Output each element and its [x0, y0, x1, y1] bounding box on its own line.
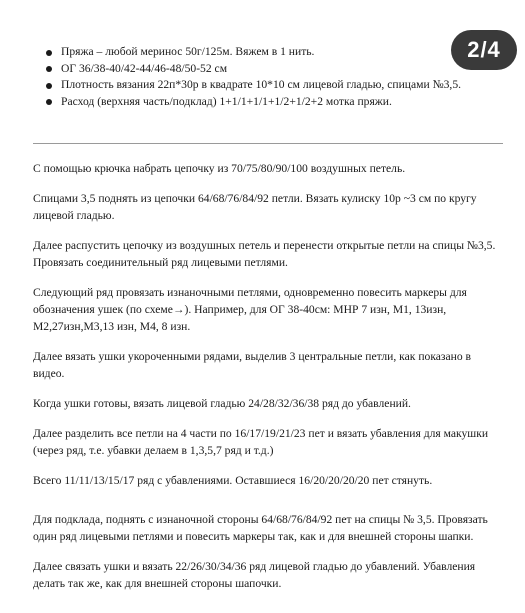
- spec-text: Пряжа – любой меринос 50г/125м. Вяжем в 1 нить.: [61, 45, 315, 58]
- bullet-icon: [46, 66, 52, 72]
- instruction-paragraph: Далее распустить цепочку из воздушных петель и перенести открытые петли на спицы №3,5. Провязать соединительный ряд лицевыми петлями.: [33, 239, 496, 269]
- spec-item-consumption: [40, 94, 500, 111]
- spec-text: Расход (верхняя часть/подклад) 1+1/1+1/1+1/2+1/2+2 мотка пряжи.: [61, 94, 392, 108]
- spec-item-yarn: [40, 44, 500, 61]
- instruction-paragraph: С помощью крючка набрать цепочку из 70/75/80/90/100 воздушных петель.: [33, 162, 406, 175]
- instruction-paragraph: Когда ушки готовы, вязать лицевой гладью 24/28/32/36/38 ряд до убавлений.: [33, 397, 411, 410]
- lining-paragraph: Для подклада, поднять с изнаночной стороны 64/68/76/84/92 пет на спицы № 3,5. Провязать один ряд лицевыми петлями и повесить маркеры так, как и для внешней стороны шапки.: [33, 513, 488, 543]
- instruction-paragraph: Спицами 3,5 поднять из цепочки 64/68/76/84/92 петли. Вязать кулиску 10р ~3 см по кругу лицевой гладью.: [33, 192, 477, 222]
- instruction-paragraph: Далее вязать ушки укороченными рядами, выделив 3 центральные петли, как показано в видео.: [33, 350, 472, 380]
- instructions-body: [33, 160, 503, 605]
- spec-text: Плотность вязания 22п*30р в квадрате 10*10 см лицевой гладью, спицами №3,5.: [61, 78, 462, 91]
- instruction-paragraph: Следующий ряд провязать изнаночными петлями, одновременно повесить маркеры для обозначения ушек (по схеме→). Например, для ОГ 38-40см: МНР 7 изн, М1, 13изн, М2,27изн,М3,13 изн, М4, 8 изн.: [33, 286, 467, 333]
- bullet-icon: [46, 83, 52, 89]
- section-divider: [33, 143, 503, 144]
- spec-item-sizes: [40, 61, 500, 78]
- instruction-paragraph: Далее разделить все петли на 4 части по 16/17/19/21/23 пет и вязать убавления для макушки (через ряд, т.е. убавки делаем в 1,3,5,7 ряд и т.д.): [33, 427, 489, 457]
- instruction-paragraph: Всего 11/11/13/15/17 ряд с убавлениями. Оставшиеся 16/20/20/20/20 пет стянуть.: [33, 474, 433, 487]
- yarn-specs-list: [40, 44, 500, 110]
- page-number-badge: 2/4: [451, 30, 517, 70]
- lining-paragraph: Далее связать ушки и вязать 22/26/30/34/36 ряд лицевой гладью до убавлений. Убавления делать так же, как для внешней стороны шапочки.: [33, 560, 476, 590]
- bullet-icon: [46, 99, 52, 105]
- spec-item-gauge: [40, 77, 500, 94]
- bullet-icon: [46, 50, 52, 56]
- spec-text: ОГ 36/38-40/42-44/46-48/50-52 см: [61, 61, 228, 75]
